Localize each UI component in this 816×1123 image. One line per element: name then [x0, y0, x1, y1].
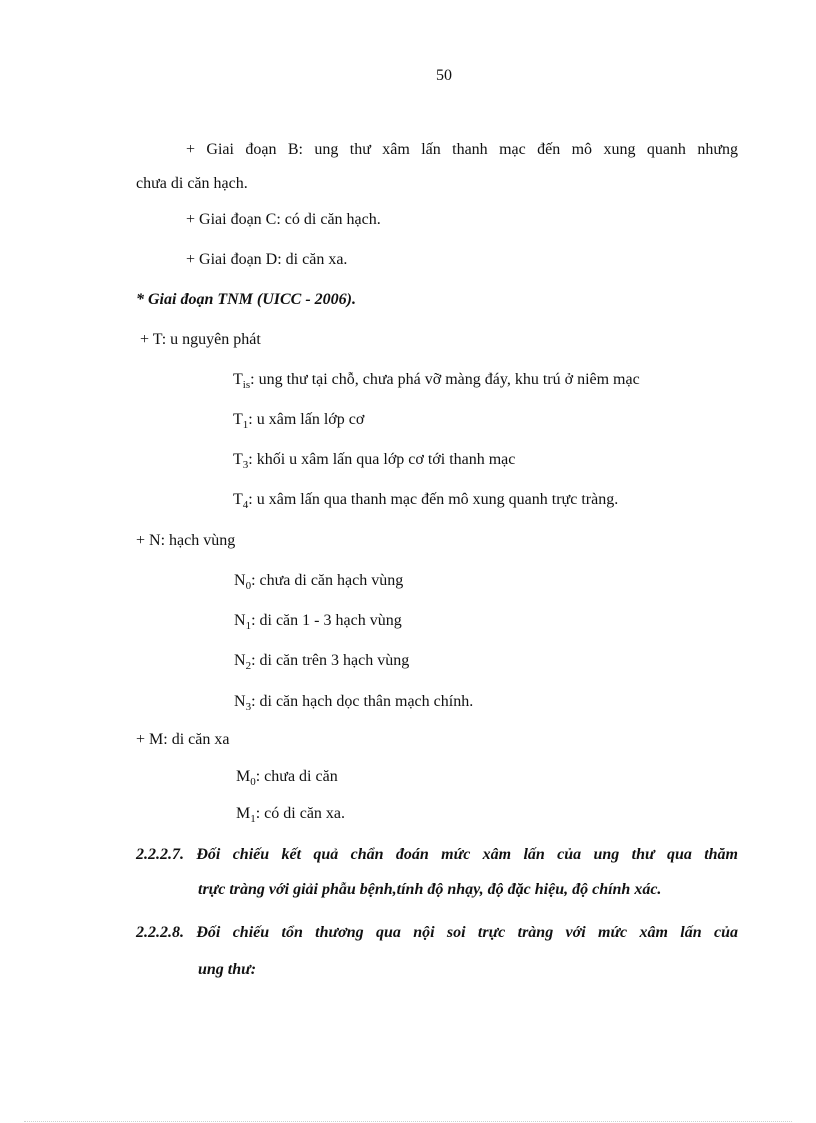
- t-heading: + T: u nguyên phát: [140, 331, 261, 348]
- n-item-text: : di căn 1 - 3 hạch vùng: [251, 612, 402, 629]
- n-item-symbol: N: [234, 652, 246, 669]
- n-item-symbol: N: [234, 612, 246, 629]
- t-item-text: : u xâm lấn lớp cơ: [248, 411, 365, 428]
- stage-c-line: + Giai đoạn C: có di căn hạch.: [186, 211, 381, 228]
- n-item-subscript: 3: [245, 701, 252, 713]
- n-item-symbol: N: [234, 693, 246, 710]
- t-item: [233, 490, 618, 510]
- section-2228-heading-line-2: ung thư:: [198, 961, 257, 978]
- m-item-symbol: M: [236, 805, 251, 822]
- stage-b-line-2: chưa di căn hạch.: [136, 175, 248, 192]
- m-item-symbol: M: [236, 768, 251, 785]
- tnm-heading: * Giai đoạn TNM (UICC - 2006).: [136, 291, 357, 308]
- section-2228-heading-line-1: 2.2.2.8. Đối chiếu tổn thương qua nội soi trực tràng với mức xâm lấn của: [136, 924, 738, 941]
- n-item: [234, 571, 403, 591]
- m-item: [236, 804, 345, 824]
- n-item-subscript: 0: [245, 580, 252, 592]
- n-heading: + N: hạch vùng: [136, 532, 236, 549]
- n-item: [234, 611, 402, 631]
- n-item-symbol: N: [234, 572, 246, 589]
- m-item-subscript: 0: [250, 776, 256, 788]
- t-item-symbol: T: [233, 491, 243, 508]
- t-item-text: : ung thư tại chỗ, chưa phá vỡ màng đáy, khu trú ở niêm mạc: [250, 371, 640, 388]
- t-item-subscript: 1: [242, 419, 249, 431]
- t-item-symbol: T: [233, 411, 243, 428]
- t-item: [233, 450, 515, 470]
- n-item: [234, 651, 409, 671]
- t-item-subscript: 3: [242, 459, 249, 471]
- m-item-subscript: 1: [250, 813, 256, 825]
- n-item: [234, 692, 473, 712]
- m-item-text: : có di căn xa.: [255, 805, 346, 822]
- m-item-text: : chưa di căn: [255, 768, 338, 785]
- t-item-subscript: is: [242, 379, 251, 391]
- n-item-text: : di căn trên 3 hạch vùng: [251, 652, 410, 669]
- n-item-text: : chưa di căn hạch vùng: [251, 572, 404, 589]
- section-2227-heading-line-2: trực tràng với giải phẫu bệnh,tính độ nhạy, độ đặc hiệu, độ chính xác.: [198, 881, 662, 898]
- t-item: [233, 370, 640, 390]
- t-item-symbol: T: [233, 451, 243, 468]
- n-item-subscript: 2: [245, 660, 252, 672]
- stage-b-line-1: + Giai đoạn B: ung thư xâm lấn thanh mạc đến mô xung quanh nhưng: [186, 141, 738, 158]
- m-item: [236, 767, 338, 787]
- section-2227-heading-line-1: 2.2.2.7. Đối chiếu kết quả chẩn đoán mức xâm lấn của ung thư qua thăm: [136, 846, 738, 863]
- t-item-subscript: 4: [242, 499, 249, 511]
- stage-d-line: + Giai đoạn D: di căn xa.: [186, 251, 348, 268]
- n-item-subscript: 1: [245, 620, 252, 632]
- page-bottom-divider: [24, 1121, 792, 1122]
- t-item: [233, 410, 364, 430]
- m-heading: + M: di căn xa: [136, 731, 230, 748]
- n-item-text: : di căn hạch dọc thân mạch chính.: [251, 693, 474, 710]
- t-item-symbol: T: [233, 371, 243, 388]
- t-item-text: : u xâm lấn qua thanh mạc đến mô xung quanh trực tràng.: [248, 491, 619, 508]
- t-item-text: : khối u xâm lấn qua lớp cơ tới thanh mạc: [248, 451, 516, 468]
- page-number: 50: [436, 67, 452, 84]
